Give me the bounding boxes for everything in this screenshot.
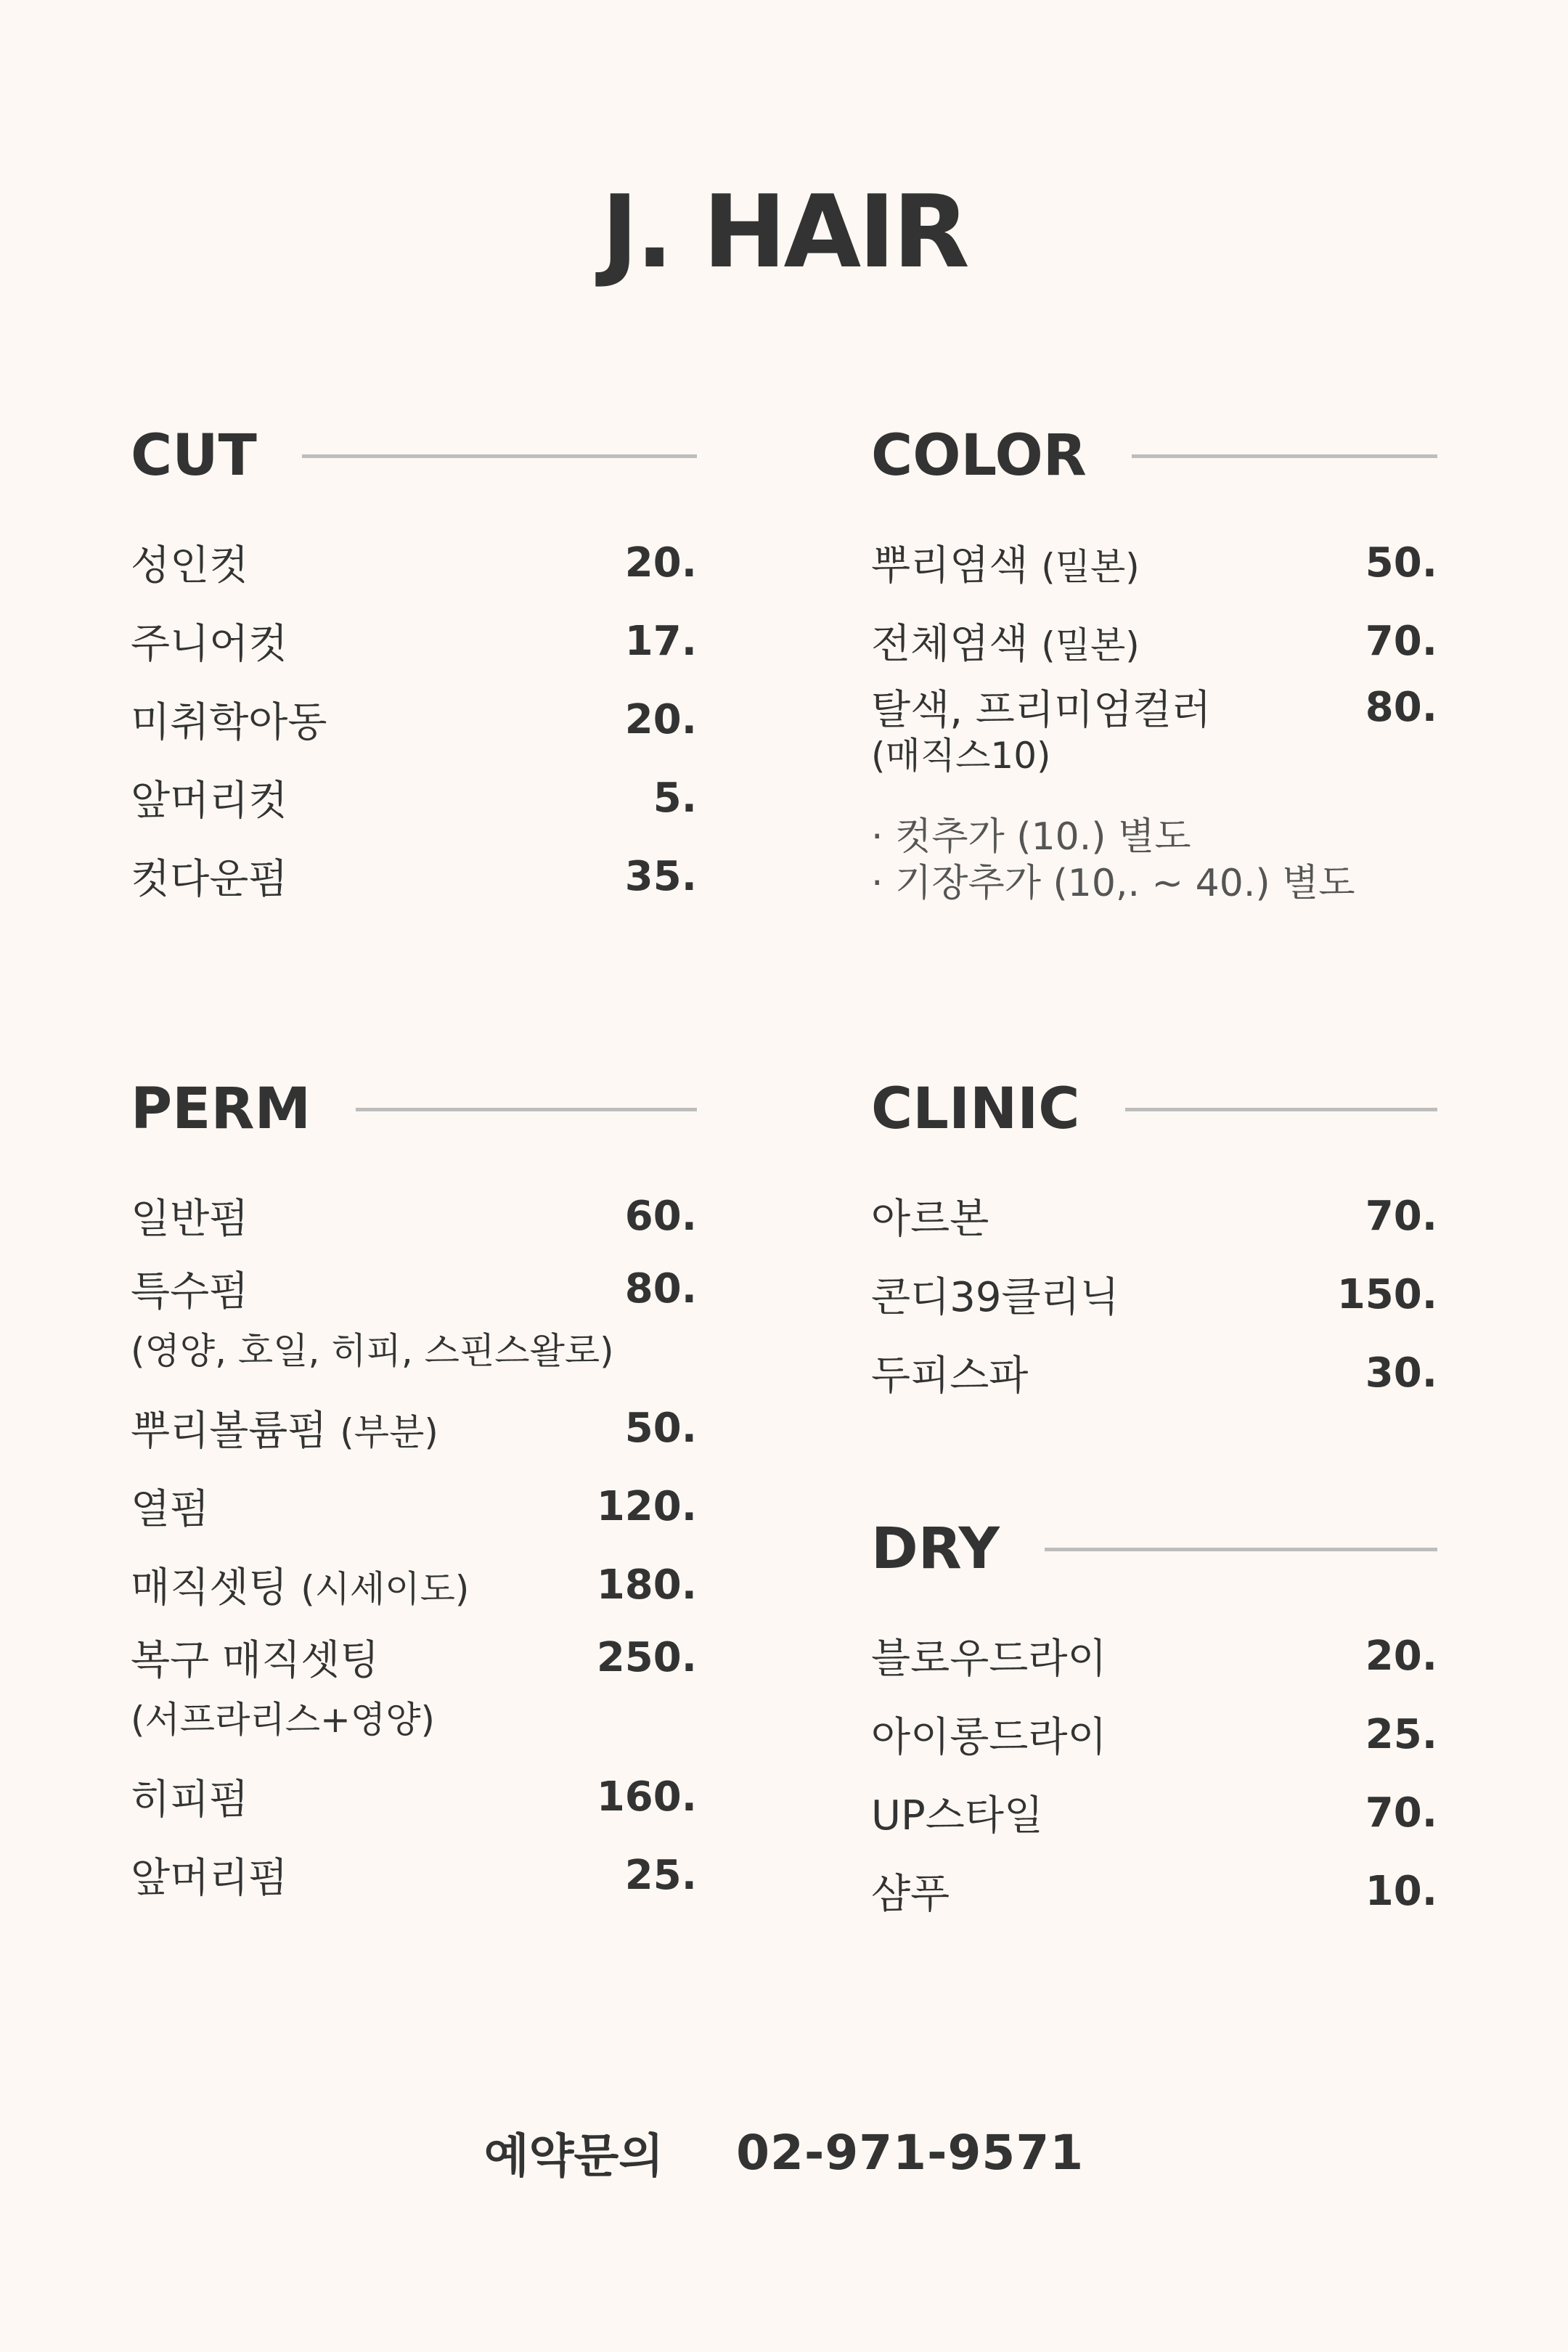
menu-item: [131, 602, 697, 680]
menu-item: [871, 523, 1437, 602]
item-name: 탈색, 프리미엄컬러: [871, 687, 1212, 734]
menu-item: [131, 1757, 697, 1836]
section-title: PERM: [131, 1077, 311, 1142]
item-name-main: 매직셋팅: [131, 1564, 288, 1612]
item-name: 히피펌: [131, 1776, 249, 1824]
item-price: 60.: [624, 1192, 697, 1240]
item-price: 5.: [653, 774, 697, 822]
item-subtext: (서프라리스+영양): [131, 1699, 436, 1741]
item-price: 50.: [1365, 539, 1437, 587]
menu-item: [871, 1695, 1437, 1773]
item-name: 성인컷: [131, 542, 249, 589]
menu-item: [131, 1389, 697, 1467]
section-cut: [131, 416, 697, 915]
reservation-footer: [0, 2116, 1568, 2189]
item-name: 샴푸: [871, 1871, 950, 1918]
item-price: 10.: [1365, 1867, 1437, 1915]
menu-item: [131, 1467, 697, 1545]
item-subtext: (매직스10): [871, 735, 1051, 777]
section-dry: [871, 1509, 1437, 1930]
menu-item: [131, 1624, 697, 1691]
menu-item: [131, 1836, 697, 1914]
item-price: 20.: [1365, 1632, 1437, 1680]
menu-item: [871, 680, 1437, 734]
section-title: CLINIC: [871, 1077, 1080, 1142]
item-name: 앞머리펌: [131, 1855, 288, 1902]
section-perm: [131, 1069, 697, 1914]
item-price: 50.: [624, 1404, 697, 1452]
item-price: 20.: [624, 539, 697, 587]
item-note: (밀본): [1041, 624, 1140, 666]
item-price: 30.: [1365, 1349, 1437, 1397]
section-divider: [1045, 1548, 1437, 1551]
menu-item: [871, 1773, 1437, 1852]
item-name: 콘디39클리닉: [871, 1274, 1119, 1321]
menu-item: [131, 837, 697, 915]
item-note: (밀본): [1041, 546, 1140, 588]
menu-item: [871, 1852, 1437, 1930]
item-name: UP스타일: [871, 1792, 1044, 1839]
item-name: 블로우드라이: [871, 1636, 1107, 1683]
item-price: 70.: [1365, 1192, 1437, 1240]
section-header: [871, 1069, 1437, 1149]
item-price: 80.: [1365, 683, 1437, 731]
section-color: [871, 416, 1437, 907]
phone-number[interactable]: 02-971-9571: [736, 2124, 1085, 2181]
item-name: 미취학아동: [131, 699, 327, 746]
menu-item: [131, 523, 697, 602]
item-price: 160.: [596, 1773, 697, 1821]
item-price: 70.: [1365, 1789, 1437, 1837]
item-note: (부분): [340, 1411, 438, 1453]
page-title: J. HAIR: [601, 173, 967, 290]
menu-item: [131, 1255, 697, 1322]
item-price: 250.: [596, 1633, 697, 1681]
section-header: [131, 1069, 697, 1149]
item-name: [871, 612, 1140, 670]
section-divider: [1125, 1108, 1437, 1111]
item-price: 35.: [624, 852, 697, 900]
reservation-label: 예약문의: [483, 2130, 664, 2184]
menu-item: [131, 1545, 697, 1624]
item-note: (시세이도): [301, 1568, 470, 1610]
item-name: 복구 매직셋팅: [131, 1637, 380, 1684]
item-subtext: (영양, 호일, 히피, 스핀스왈로): [131, 1330, 614, 1372]
item-name: 특수펌: [131, 1268, 249, 1315]
item-name: [871, 534, 1140, 592]
note-line: · 기장추가 (10,. ~ 40.) 별도: [871, 862, 1355, 905]
item-price: 180.: [596, 1561, 697, 1609]
item-name: 앞머리컷: [131, 777, 288, 825]
item-name: 아르본: [871, 1196, 989, 1243]
section-divider: [1132, 454, 1437, 458]
section-title: DRY: [871, 1516, 1000, 1582]
note-line: · 컷추가 (10.) 별도: [871, 815, 1191, 859]
item-price: 25.: [624, 1851, 697, 1899]
item-name: 컷다운펌: [131, 856, 288, 903]
item-price: 17.: [624, 617, 697, 665]
item-name-main: 뿌리염색: [871, 542, 1029, 589]
item-name-main: 뿌리볼륨펌: [131, 1408, 327, 1455]
item-price: 80.: [624, 1265, 697, 1312]
item-name: [131, 1399, 438, 1457]
menu-item: [131, 759, 697, 837]
item-price: 25.: [1365, 1710, 1437, 1758]
item-name-main: 전체염색: [871, 621, 1029, 668]
item-name: 주니어컷: [131, 621, 288, 668]
section-divider: [356, 1108, 697, 1111]
section-header: [131, 416, 697, 496]
menu-item: [871, 602, 1437, 680]
item-name: [131, 1556, 469, 1614]
section-header: [871, 1509, 1437, 1589]
item-price: 20.: [624, 695, 697, 743]
section-title: COLOR: [871, 423, 1087, 489]
item-price: 120.: [596, 1482, 697, 1530]
menu-item: [871, 1177, 1437, 1255]
item-name: 일반펌: [131, 1196, 249, 1243]
section-header: [871, 416, 1437, 496]
menu-item: [871, 1255, 1437, 1334]
item-name: 두피스파: [871, 1352, 1029, 1400]
menu-item: [871, 1334, 1437, 1412]
section-title: CUT: [131, 423, 257, 489]
item-price: 150.: [1336, 1270, 1437, 1318]
menu-item: [131, 1177, 697, 1255]
section-divider: [302, 454, 697, 458]
notes: [871, 814, 1437, 907]
item-name: 아이롱드라이: [871, 1714, 1107, 1761]
item-price: 70.: [1365, 617, 1437, 665]
item-name: 열펌: [131, 1486, 210, 1533]
menu-item: [871, 1617, 1437, 1695]
menu-item: [131, 680, 697, 759]
section-clinic: [871, 1069, 1437, 1412]
